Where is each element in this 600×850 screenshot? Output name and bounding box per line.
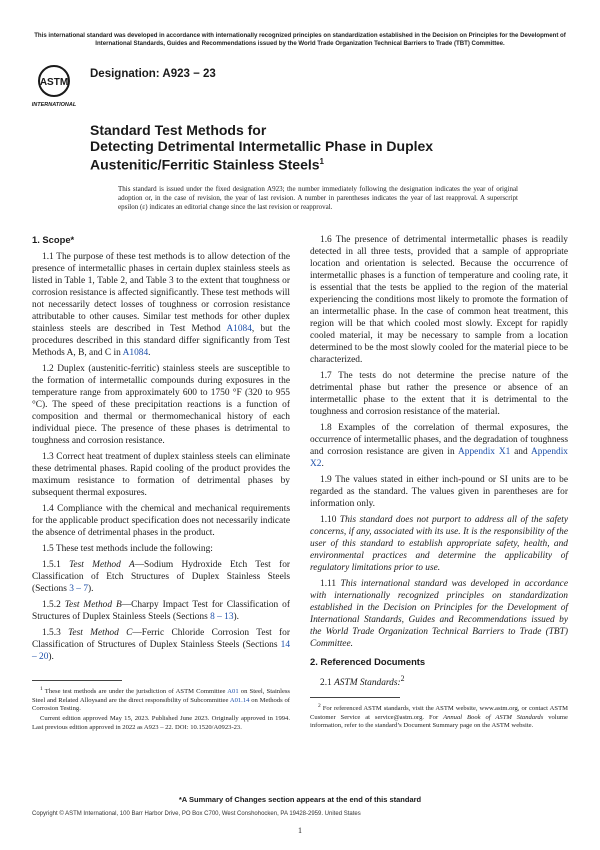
- link-sections-3-7[interactable]: 3 – 7: [69, 584, 88, 594]
- para-1-5-1: 1.5.1 Test Method A—Sodium Hydroxide Etch Test for Classification of Etch Structures of Duplex Stainless Steels (Sections 3 – 7).: [32, 560, 291, 594]
- para-1-8: 1.8 Examples of the correlation of thermal exposures, the occurrence of intermetallic phases, and the degradation of toughness and corrosion resistance are given in Appendix X1 and Appendix X2.: [310, 423, 568, 469]
- para-1-5-2: 1.5.2 Test Method B—Charpy Impact Test for Classification of Structures of Duplex Stainless Steels (Sections 8 – 13).: [32, 600, 290, 622]
- link-a01-14[interactable]: A01.14: [229, 696, 250, 704]
- title-line-2: [90, 138, 530, 173]
- section-1-heading: 1. Scope*: [32, 234, 75, 245]
- link-appendix-x1[interactable]: Appendix X1: [458, 447, 511, 457]
- link-sections-8-13[interactable]: 8 – 13: [210, 612, 234, 622]
- left-column: [32, 234, 290, 667]
- astm-logo: [30, 62, 86, 112]
- footnote-1-edition: Current edition approved May 15, 2023. Published June 2023. Originally approved in 1994. Last previous edition approved in 2022 as A923 – 22. DOI: 10.1520/A0923-23.: [32, 714, 290, 731]
- page-number: 1: [298, 826, 302, 835]
- footnote-rule-left: [32, 680, 122, 681]
- para-1-4: 1.4 Compliance with the chemical and mechanical requirements for the applicable product specification does not necessarily indicate the absence of detrimental phases in the product.: [32, 504, 290, 538]
- footnote-rule-right: [310, 697, 400, 698]
- link-a1084[interactable]: A1084: [226, 324, 252, 334]
- title-footnote-marker: 1: [319, 157, 324, 166]
- designation-intro: This standard is issued under the fixed designation A923; the number immediately following the designation indicates the year of original adoption or, in the case of revision, the year of last revision. A number in parentheses indicates the year of last reapproval. A superscript epsilon (ε) indicates an editorial change since the last revision or reapproval.: [118, 185, 518, 211]
- para-1-5-3: 1.5.3 Test Method C—Ferric Chloride Corrosion Test for Classification of Structures of Duplex Stainless Steels (Sections 14 – 20).: [32, 628, 290, 662]
- summary-note: *A Summary of Changes section appears at the end of this standard: [178, 795, 422, 804]
- link-a1084-2[interactable]: A1084: [122, 348, 149, 358]
- astm-logo-icon: [30, 62, 86, 112]
- para-1-6: 1.6 The presence of detrimental intermetallic phases is readily detected in all three tests, provided that a sample of appropriate location and orientation is selected. Because the occurrence of intermetallic phases is a function of temperature and cooling rate, it is essential that the tests be applied to the region of the material experiencing the conditions most likely to promote the formation of an intermetallic phase. In the case of common heat treatment, this region will be that which cooled most slowly. Except for rapidly cooled material, it may be necessary to sample from a location determined to be the most slowly cooled for the material piece to be characterized.: [310, 235, 568, 365]
- footnote-1: $^1$ These test methods are under the jurisdiction of ASTM Committee A01 on Steel, Stainless Steel and Related Alloysand are the direct responsibility of Subcommittee A01.14 on Methods of Corrosion Testing. Current edition approved May 15, 2023. Published June 2023. Originally approved in 1994. Last previous edition approved in 2022 as A923 – 22. DOI: 10.1520/A0923-23.: [32, 686, 290, 731]
- para-1-5: 1.5 These test methods include the following:: [42, 544, 213, 554]
- para-1-2: 1.2 Duplex (austenitic-ferritic) stainless steels are susceptible to the formation of intermetallic compounds during exposures in the temperature range from approximately 600 to 1750 °F (320 to 955 °C). The speed of these precipitation reactions is a function of composition and thermal or thermomechanical history of each individual piece. The presence of these phases is detrimental to toughness and corrosion resistance.: [32, 364, 290, 446]
- para-1-1: 1.1 The purpose of these test methods is to allow detection of the presence of intermetallic phases in certain duplex stainless steels as listed in Table 1, Table 2, and Table 3 to the extent that toughness or corrosion resistance is affected significantly. These test methods will not necessarily detect losses of toughness or corrosion resistance attributable to other causes. Similar test methods for other duplex stainless steels are described in Test Method A1084, but the procedures described in this standard differ significantly from Test Methods A, B, and C in A1084.: [32, 252, 290, 358]
- designation: Designation: A923 − 23: [90, 68, 216, 80]
- link-sections-14-20[interactable]: 14 – 20: [32, 640, 290, 662]
- para-1-11: 1.11 This international standard was developed in accordance with internationally recognized principles on standardization established in the Decision on Principles for the Development of International Standards, Guides and Recommendations issued by the World Trade Organization Technical Barriers to Trade (TBT) Committee.: [310, 579, 568, 649]
- title-main: Detecting Detrimental Intermetallic Phase in Duplex Austenitic/Ferritic Stainless Steels: [90, 138, 434, 173]
- para-1-3: 1.3 Correct heat treatment of duplex stainless steels can eliminate these detrimental phases. Rapid cooling of the product provides the maximum resistance to formation of detrimental phases by subsequent thermal exposures.: [32, 452, 290, 498]
- logo-text: ASTM: [39, 77, 69, 88]
- para-2-1: 2.1 ASTM Standards:$^2$: [320, 674, 405, 689]
- para-1-9: 1.9 The values stated in either inch-pound or SI units are to be regarded as the standard. The values given in parentheses are for information only.: [310, 475, 568, 509]
- para-1-10: 1.10 This standard does not purport to address all of the safety concerns, if any, associated with its use. It is the responsibility of the user of this standard to establish appropriate safety, health, and environmental practices and determine the applicability of regulatory limitations prior to use.: [310, 515, 569, 573]
- tbt-notice: This international standard was developed in accordance with internationally recognized principles on standardization established in the Decision on Principles for the Development of International Standards, Guides and Recommendations issued by the World Trade Organization Technical Barriers to Trade (TBT) Committee.: [34, 32, 566, 47]
- link-appendix-x2[interactable]: Appendix X2: [310, 447, 568, 469]
- para-1-7: 1.7 The tests do not determine the precise nature of the detrimental phase but rather the presence or absence of an intermetallic phase to the extent that it is detrimental to the toughness and corrosion resistance of the material.: [310, 371, 568, 417]
- section-2-heading: 2. Referenced Documents: [310, 656, 426, 667]
- link-a01[interactable]: A01: [227, 688, 239, 696]
- copyright: Copyright © ASTM International, 100 Barr Harbor Drive, PO Box C700, West Conshohocken, PA 19428-2959. United States: [32, 811, 361, 817]
- logo-subtext: INTERNATIONAL: [31, 102, 77, 108]
- footnote-2: $^2$ For referenced ASTM standards, visit the ASTM website, www.astm.org, or contact ASTM Customer Service at service@astm.org. For Annual Book of ASTM Standards volume information, refer to the standard’s Document Summary page on the ASTM website.: [310, 703, 568, 730]
- right-column: [310, 234, 568, 693]
- title-line-1: Standard Test Methods for: [90, 122, 267, 138]
